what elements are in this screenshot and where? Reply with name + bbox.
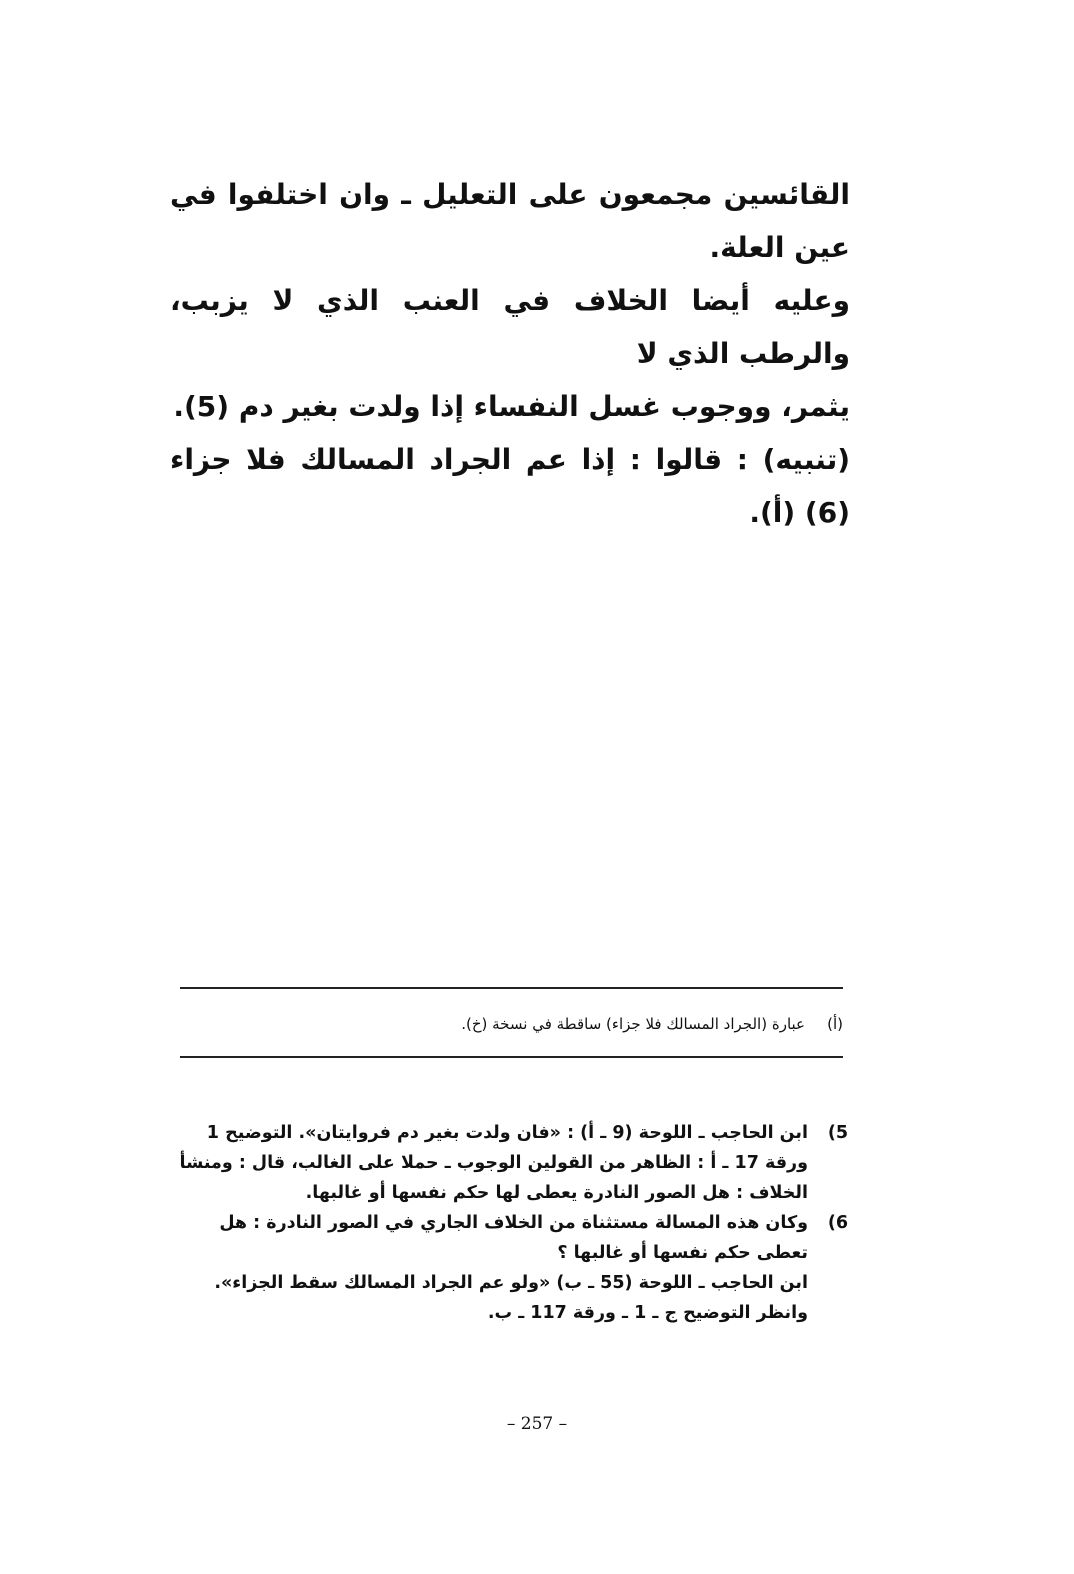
footnote-6 (172, 1208, 848, 1328)
body-text (170, 168, 850, 539)
footnote-line: تعطى حكم نفسها أو غالبها ؟ (557, 1243, 808, 1263)
footnote-line: ابن الحاجب ـ اللوحة (55 ـ ب) «ولو عم الجراد المسالك سقط الجزاء». (214, 1273, 808, 1293)
body-line-1: القائسين مجمعون على التعليل ـ وان اختلفوا في عين العلة. (170, 178, 850, 264)
footnote-number: 6) (827, 1213, 848, 1233)
footnote-divider-bottom (180, 1056, 843, 1058)
footnotes (172, 1118, 848, 1328)
body-line-2: وعليه أيضا الخلاف في العنب الذي لا يزبب، والرطب الذي لا (170, 284, 850, 370)
footnote-line: وكان هذه المسالة مستثناة من الخلاف الجاري في الصور النادرة : هل (219, 1213, 808, 1233)
body-line-3: يثمر، ووجوب غسل النفساء إذا ولدت بغير دم (5). (173, 390, 850, 423)
variant-note (180, 1010, 843, 1038)
footnote-line: ابن الحاجب ـ اللوحة (9 ـ أ) : «فان ولدت بغير دم فروايتان». التوضيح 1 (206, 1123, 808, 1143)
variant-note-marker: (أ) (827, 1015, 843, 1033)
footnote-line: الخلاف : هل الصور النادرة يعطى لها حكم نفسها أو غالبها. (305, 1183, 808, 1203)
footnote-number: 5) (827, 1123, 848, 1143)
footnote-body (172, 1208, 808, 1328)
variant-note-text: عبارة (الجراد المسالك فلا جزاء) ساقطة في نسخة (خ). (461, 1015, 805, 1033)
footnote-body (172, 1118, 808, 1208)
body-line-4: (تنبيه) : قالوا : إذا عم الجراد المسالك فلا جزاء (6) (أ). (170, 443, 850, 529)
footnote-line: وانظر التوضيح ج ـ 1 ـ ورقة 117 ـ ب. (487, 1303, 808, 1323)
footnote-divider-top (180, 987, 843, 989)
footnote-5 (172, 1118, 848, 1208)
page-number: – 257 – (506, 1414, 568, 1434)
footnote-line: ورقة 17 ـ أ : الظاهر من القولين الوجوب ـ حملا على الغالب، قال : ومنشأ (179, 1153, 808, 1173)
